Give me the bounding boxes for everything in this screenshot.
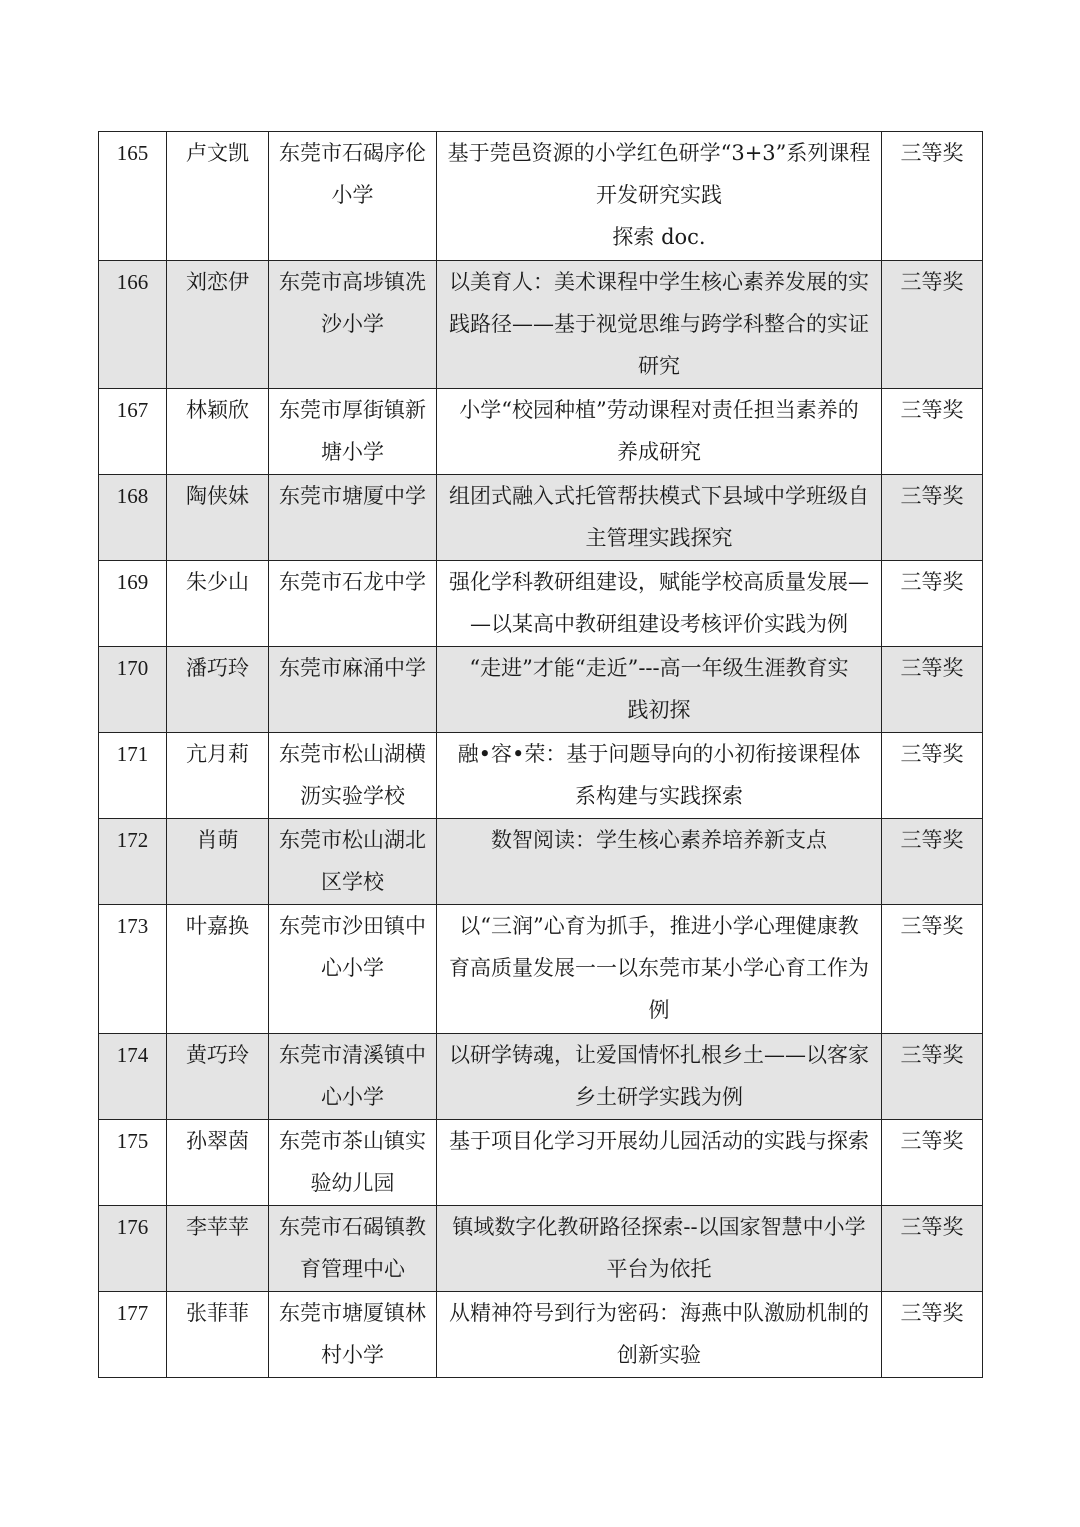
paper-title <box>437 733 882 819</box>
awards-table <box>98 131 983 1378</box>
entry-number: 169 <box>99 561 167 647</box>
paper-title-line: 践初探 <box>627 698 691 722</box>
table-row <box>99 905 983 1034</box>
paper-title-line: 从精神符号到行为密码：海燕中队激励机制的 <box>449 1301 869 1325</box>
paper-title-line: 以美育人：美术课程中学生核心素养发展的实 <box>449 270 869 294</box>
paper-title-line: 系构建与实践探索 <box>575 784 743 808</box>
school-name <box>269 733 437 819</box>
entry-number: 172 <box>99 819 167 905</box>
award-level: 三等奖 <box>882 647 983 733</box>
school-name-line: 东莞市沙田镇中 <box>279 914 426 938</box>
paper-title-line: 例 <box>648 998 670 1022</box>
award-level: 三等奖 <box>882 389 983 475</box>
school-name-line: 东莞市厚街镇新 <box>279 398 426 422</box>
school-name-line: 沙小学 <box>321 312 384 336</box>
author-name: 朱少山 <box>167 561 269 647</box>
school-name-line: 东莞市茶山镇实 <box>279 1129 426 1153</box>
entry-number: 173 <box>99 905 167 1034</box>
paper-title <box>437 647 882 733</box>
award-level: 三等奖 <box>882 733 983 819</box>
table-row <box>99 475 983 561</box>
paper-title <box>437 561 882 647</box>
author-name: 亢月莉 <box>167 733 269 819</box>
paper-title-line: 强化学科教研组建设，赋能学校高质量发展— <box>449 570 869 594</box>
paper-title-line: 镇域数字化教研路径探索--以国家智慧中小学 <box>452 1215 866 1239</box>
school-name-line: 沥实验学校 <box>300 784 405 808</box>
table-row <box>99 132 983 261</box>
paper-title-line: 创新实验 <box>617 1343 701 1367</box>
school-name-line: 东莞市塘厦镇林 <box>279 1301 426 1325</box>
award-level: 三等奖 <box>882 132 983 261</box>
table-row <box>99 261 983 389</box>
paper-title-line: 探索 doc. <box>612 225 706 249</box>
entry-number: 170 <box>99 647 167 733</box>
paper-title-line: 基于项目化学习开展幼儿园活动的实践与探索 <box>449 1129 869 1153</box>
entry-number: 175 <box>99 1120 167 1206</box>
paper-title <box>437 1034 882 1120</box>
entry-number: 171 <box>99 733 167 819</box>
school-name-line: 东莞市石龙中学 <box>279 570 426 594</box>
table-row <box>99 647 983 733</box>
school-name-line: 东莞市石碣镇教 <box>279 1215 426 1239</box>
award-level: 三等奖 <box>882 561 983 647</box>
paper-title <box>437 819 882 905</box>
school-name <box>269 475 437 561</box>
school-name <box>269 905 437 1034</box>
paper-title-line: 小学“校园种植”劳动课程对责任担当素养的 <box>459 398 859 422</box>
school-name-line: 东莞市清溪镇中 <box>279 1043 426 1067</box>
table-row <box>99 1034 983 1120</box>
entry-number: 165 <box>99 132 167 261</box>
awards-table-body <box>99 132 983 1378</box>
award-level: 三等奖 <box>882 1120 983 1206</box>
school-name <box>269 1120 437 1206</box>
paper-title <box>437 1206 882 1292</box>
school-name-line: 区学校 <box>321 870 384 894</box>
school-name <box>269 132 437 261</box>
school-name <box>269 261 437 389</box>
author-name: 刘恋伊 <box>167 261 269 389</box>
school-name-line: 心小学 <box>321 1085 384 1109</box>
school-name <box>269 1292 437 1378</box>
paper-title <box>437 1292 882 1378</box>
author-name: 陶侠妹 <box>167 475 269 561</box>
school-name-line: 东莞市松山湖北 <box>279 828 426 852</box>
table-row <box>99 1120 983 1206</box>
school-name <box>269 647 437 733</box>
award-level: 三等奖 <box>882 475 983 561</box>
paper-title-line: 平台为依托 <box>606 1257 712 1281</box>
paper-title-line: 基于莞邑资源的小学红色研学“3+3”系列课程 <box>447 141 871 165</box>
paper-title-line: “走进”才能“走近”---高一年级生涯教育实 <box>469 656 849 680</box>
paper-title <box>437 475 882 561</box>
school-name <box>269 561 437 647</box>
school-name-line: 塘小学 <box>321 440 384 464</box>
award-level: 三等奖 <box>882 1206 983 1292</box>
paper-title-line: 融•容•荣：基于问题导向的小初衔接课程体 <box>457 742 861 766</box>
paper-title-line: 数智阅读：学生核心素养培养新支点 <box>491 828 827 852</box>
paper-title-line: 育高质量发展一一以东莞市某小学心育工作为 <box>449 956 869 980</box>
entry-number: 167 <box>99 389 167 475</box>
award-level: 三等奖 <box>882 819 983 905</box>
author-name: 林颖欣 <box>167 389 269 475</box>
paper-title-line: 养成研究 <box>617 440 701 464</box>
paper-title <box>437 132 882 261</box>
school-name-line: 心小学 <box>321 956 384 980</box>
author-name: 孙翠茵 <box>167 1120 269 1206</box>
table-row <box>99 733 983 819</box>
award-level: 三等奖 <box>882 1034 983 1120</box>
school-name <box>269 819 437 905</box>
paper-title-line: 践路径——基于视觉思维与跨学科整合的实证 <box>449 312 869 336</box>
school-name-line: 验幼儿园 <box>310 1171 395 1195</box>
school-name-line: 东莞市石碣序伦 <box>279 141 426 165</box>
school-name-line: 东莞市松山湖横 <box>279 742 426 766</box>
paper-title-line: 以研学铸魂，让爱国情怀扎根乡土——以客家 <box>449 1043 869 1067</box>
author-name: 李苹苹 <box>167 1206 269 1292</box>
paper-title <box>437 389 882 475</box>
school-name <box>269 1034 437 1120</box>
paper-title <box>437 1120 882 1206</box>
school-name-line: 东莞市麻涌中学 <box>279 656 426 680</box>
school-name-line: 村小学 <box>321 1343 384 1367</box>
author-name: 张菲菲 <box>167 1292 269 1378</box>
author-name: 黄巧玲 <box>167 1034 269 1120</box>
paper-title <box>437 261 882 389</box>
school-name-line: 东莞市塘厦中学 <box>279 484 426 508</box>
paper-title-line: 主管理实践探究 <box>585 526 733 550</box>
entry-number: 176 <box>99 1206 167 1292</box>
award-level: 三等奖 <box>882 261 983 389</box>
table-row <box>99 389 983 475</box>
author-name: 卢文凯 <box>167 132 269 261</box>
entry-number: 174 <box>99 1034 167 1120</box>
paper-title-line: 研究 <box>638 354 680 378</box>
paper-title-line: 开发研究实践 <box>596 183 722 207</box>
school-name <box>269 389 437 475</box>
school-name-line: 育管理中心 <box>300 1257 405 1281</box>
entry-number: 168 <box>99 475 167 561</box>
author-name: 肖萌 <box>167 819 269 905</box>
table-row <box>99 1206 983 1292</box>
school-name-line: 东莞市高埗镇冼 <box>279 270 426 294</box>
table-row <box>99 819 983 905</box>
author-name: 叶嘉换 <box>167 905 269 1034</box>
entry-number: 177 <box>99 1292 167 1378</box>
paper-title-line: 以“三润”心育为抓手，推进小学心理健康教 <box>459 914 859 938</box>
paper-title-line: —以某高中教研组建设考核评价实践为例 <box>470 612 848 636</box>
entry-number: 166 <box>99 261 167 389</box>
award-level: 三等奖 <box>882 905 983 1034</box>
paper-title-line: 乡土研学实践为例 <box>575 1085 743 1109</box>
table-row <box>99 561 983 647</box>
school-name-line: 小学 <box>331 183 374 207</box>
school-name <box>269 1206 437 1292</box>
award-level: 三等奖 <box>882 1292 983 1378</box>
table-row <box>99 1292 983 1378</box>
paper-title <box>437 905 882 1034</box>
author-name: 潘巧玲 <box>167 647 269 733</box>
paper-title-line: 组团式融入式托管帮扶模式下县域中学班级自 <box>449 484 869 508</box>
